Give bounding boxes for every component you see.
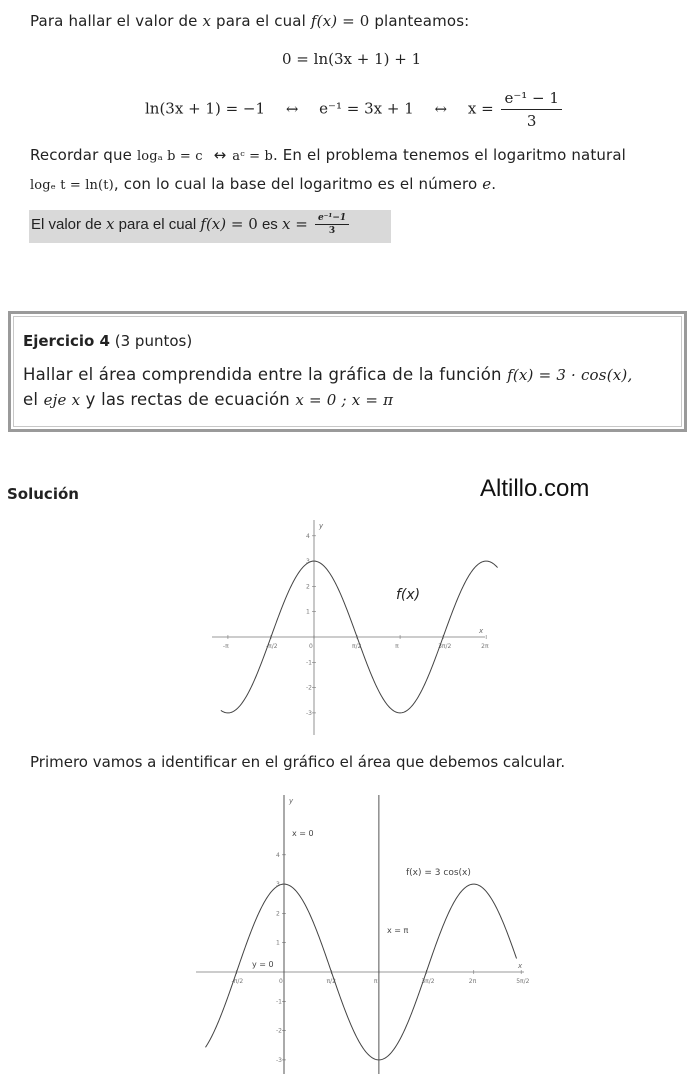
y-tick-label: 1: [306, 608, 310, 616]
y-tick-label: -1: [306, 659, 312, 667]
fraction: $\frac{\text{e⁻¹ − 1}}{3}$: [501, 88, 561, 131]
label-x0: x = 0: [292, 829, 314, 838]
x-tick-label: π: [395, 643, 399, 650]
x-tick-label: 2π: [481, 643, 489, 650]
y-axis-label: y: [319, 522, 324, 530]
y-tick-label: 4: [306, 532, 310, 540]
x-tick-label: 3π/2: [438, 643, 452, 650]
x-tick-label: 2π: [468, 978, 477, 985]
equation-2: ln(3x + 1) = −1 ↔ e⁻¹ = 3x + 1 ↔ x = $\frac{\text{e⁻¹ − 1}}{3}$: [145, 88, 565, 131]
x-tick-label: π/2: [352, 643, 362, 650]
function-curve: [221, 561, 498, 713]
x-tick-label: 3π/2: [421, 978, 435, 985]
result-fraction: $\frac{\text{e⁻¹−1}}{3}$: [315, 213, 349, 236]
reminder-line-1: Recordar que logₐ b = c ↔ aᶜ = b. En el problema tenemos el logaritmo natural: [30, 146, 626, 164]
y-tick-label: 1: [276, 939, 280, 947]
y-tick-label: 3: [306, 558, 310, 566]
function-label: f(x) = 3 cos(x): [406, 868, 471, 878]
x-tick-label: -π: [222, 643, 229, 650]
x-axis-label: x: [518, 962, 523, 970]
y-tick-label: -3: [276, 1056, 282, 1064]
step-text: Primero vamos a identificar en el gráfico el área que debemos calcular.: [30, 753, 566, 771]
label-y0: y = 0: [252, 960, 274, 969]
x-tick-label: π/2: [326, 978, 336, 985]
x-tick-label: 0: [309, 643, 313, 650]
result-text: El valor de x para el cual f(x) = 0 es x = $\frac{\text{e⁻¹−1}}{3}$: [31, 213, 352, 236]
y-axis-label: y: [289, 797, 294, 805]
y-tick-label: -2: [306, 684, 312, 692]
y-tick-label: 2: [276, 910, 280, 918]
x-axis-label: x: [479, 627, 484, 635]
y-tick-label: -3: [306, 709, 312, 717]
y-tick-label: 3: [276, 881, 280, 889]
x-tick-label: 5π/2: [516, 978, 530, 985]
function-label: f(x): [396, 587, 421, 603]
y-tick-label: 4: [276, 851, 280, 859]
solution-title: Solución: [7, 485, 79, 503]
exercise-box: [8, 311, 687, 432]
reminder-line-2: logₑ t = ln(t), con lo cual la base del logaritmo es el número e.: [30, 175, 497, 193]
x-tick-label: π: [373, 978, 378, 985]
y-tick-label: 2: [306, 583, 310, 591]
y-tick-label: -2: [276, 1027, 282, 1035]
intro-text: Para hallar el valor de x para el cual f(x) = 0 planteamos:: [30, 12, 470, 30]
x-tick-label: -π/2: [265, 643, 278, 650]
x-tick-label: -π/2: [231, 978, 244, 985]
exercise-line-2: el eje x y las rectas de ecuación x = 0 ; x = π: [23, 390, 394, 409]
equation-1: 0 = ln(3x + 1) + 1: [282, 50, 422, 68]
exercise-title: Ejercicio 4 (3 puntos): [23, 332, 193, 350]
watermark: Altillo.com: [480, 475, 590, 502]
x-tick-label: 0: [279, 978, 283, 985]
function-curve: [205, 884, 516, 1060]
label-xpi: x = π: [387, 926, 409, 935]
exercise-line-1: Hallar el área comprendida entre la gráfica de la función f(x) = 3 · cos(x),: [23, 365, 633, 384]
y-tick-label: -1: [276, 998, 282, 1006]
